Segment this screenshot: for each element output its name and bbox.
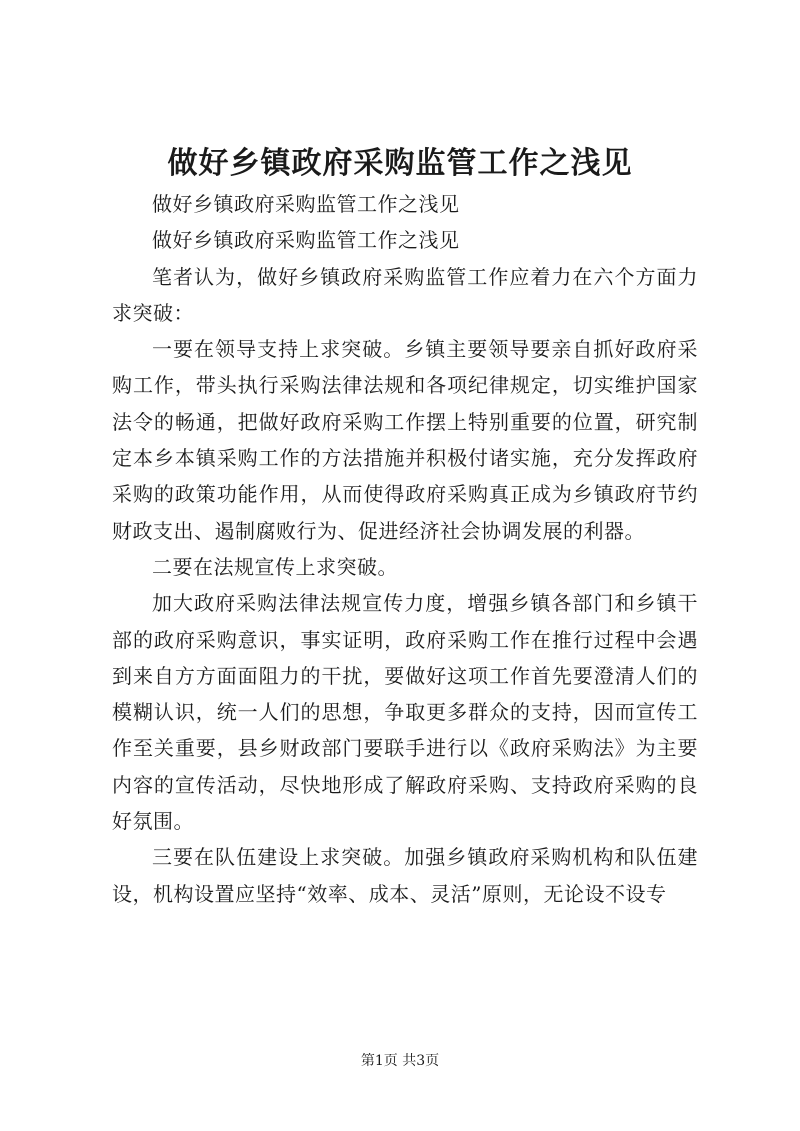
document-body xyxy=(112,186,698,912)
paragraph-point-1: 一要在领导支持上求突破。乡镇主要领导要亲自抓好政府采购工作，带头执行采购法律法规和各项纪律规定，切实维护国家法令的畅通，把做好政府采购工作摆上特别重要的位置，研究制定本乡本镇采购工作的方法措施并积极付诸实施，充分发挥政府采购的政策功能作用，从而使得政府采购真正成为乡镇政府节约财政支出、遏制腐败行为、促进经济社会协调发展的利器。 xyxy=(112,337,698,543)
paragraph-point-3: 三要在队伍建设上求突破。加强乡镇政府采购机构和队伍建设，机构设置应坚持“效率、成本、灵活”原则，无论设不设专 xyxy=(112,845,698,906)
paragraph-intro: 笔者认为，做好乡镇政府采购监管工作应着力在六个方面力求突破： xyxy=(112,264,698,325)
paragraph-subtitle-2: 做好乡镇政府采购监管工作之浅见 xyxy=(152,228,460,253)
paragraph-point-2-body: 加大政府采购法律法规宣传力度，增强乡镇各部门和乡镇干部的政府采购意识，事实证明，政府采购工作在推行过程中会遇到来自方方面面阻力的干扰，要做好这项工作首先要澄清人们的模糊认识，统一人们的思想，争取更多群众的支持，因而宣传工作至关重要，县乡财政部门要联手进行以《政府采购法》为主要内容的宣传活动，尽快地形成了解政府采购、支持政府采购的良好氛围。 xyxy=(112,591,698,834)
document-title: 做好乡镇政府采购监管工作之浅见 xyxy=(167,146,633,181)
paragraph-subtitle-1: 做好乡镇政府采购监管工作之浅见 xyxy=(152,192,460,216)
page-footer: 第1页 共3页 xyxy=(360,1053,440,1069)
paragraph-point-2-heading: 二要在法规宣传上求突破。 xyxy=(152,554,398,579)
